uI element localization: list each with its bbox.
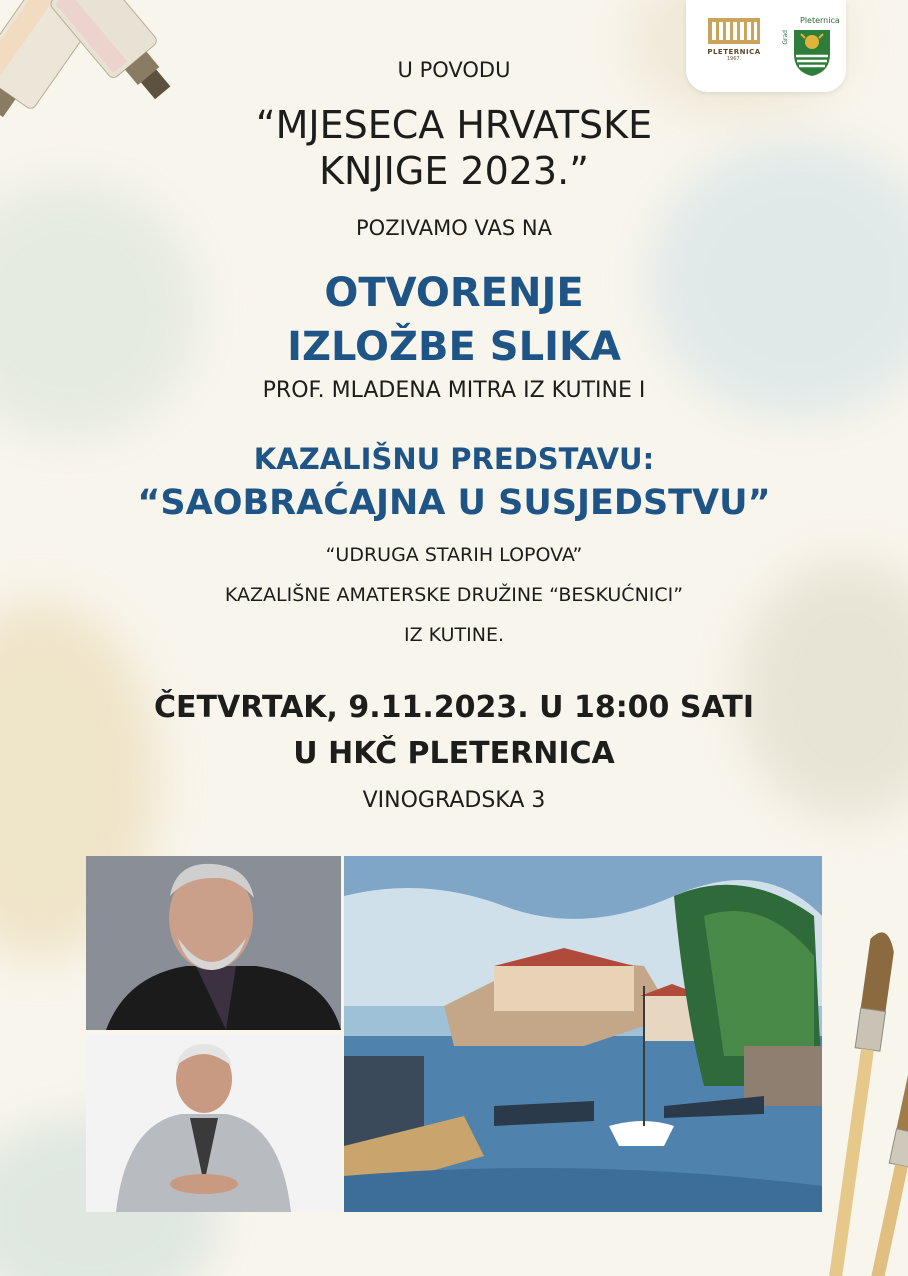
exhibition-title-line-1: OTVORENJE bbox=[324, 270, 584, 316]
library-year: 1967. bbox=[726, 56, 742, 62]
artist-portrait-photo bbox=[86, 856, 341, 1030]
intro-text: U POVODU bbox=[397, 58, 511, 82]
play-title: “SAOBRAĆAJNA U SUSJEDSTVU” bbox=[137, 483, 771, 523]
town-name: Pleternica bbox=[800, 16, 840, 25]
play-intro: KAZALIŠNU PREDSTAVU: bbox=[253, 442, 655, 476]
library-building-icon bbox=[706, 16, 762, 46]
troupe-line-2: KAZALIŠNE AMATERSKE DRUŽINE “BESKUĆNICI” bbox=[224, 584, 684, 606]
harbor-painting-image bbox=[344, 856, 822, 1212]
artist-text: PROF. MLADENA MITRA IZ KUTINE I bbox=[262, 378, 646, 403]
library-logo bbox=[704, 16, 764, 62]
paintbrushes-illustration bbox=[818, 920, 908, 1276]
occasion-line-1: “MJESECA HRVATSKE bbox=[255, 103, 653, 147]
event-venue: U HKČ PLETERNICA bbox=[293, 736, 615, 771]
occasion-line-2: KNJIGE 2023.” bbox=[319, 149, 589, 193]
library-name: PLETERNICA bbox=[707, 48, 761, 56]
photo-collage bbox=[86, 856, 822, 1212]
troupe-line-3: IZ KUTINE. bbox=[404, 624, 504, 646]
event-address: VINOGRADSKA 3 bbox=[362, 788, 546, 813]
troupe-line-1: “UDRUGA STARIH LOPOVA” bbox=[325, 544, 583, 566]
invite-text: POZIVAMO VAS NA bbox=[356, 216, 552, 240]
event-date-time: ČETVRTAK, 9.11.2023. U 18:00 SATI bbox=[154, 690, 754, 725]
actor-portrait-photo bbox=[86, 1034, 341, 1212]
town-prefix: Grad bbox=[782, 30, 789, 45]
exhibition-title-line-2: IZLOŽBE SLIKA bbox=[287, 324, 621, 370]
